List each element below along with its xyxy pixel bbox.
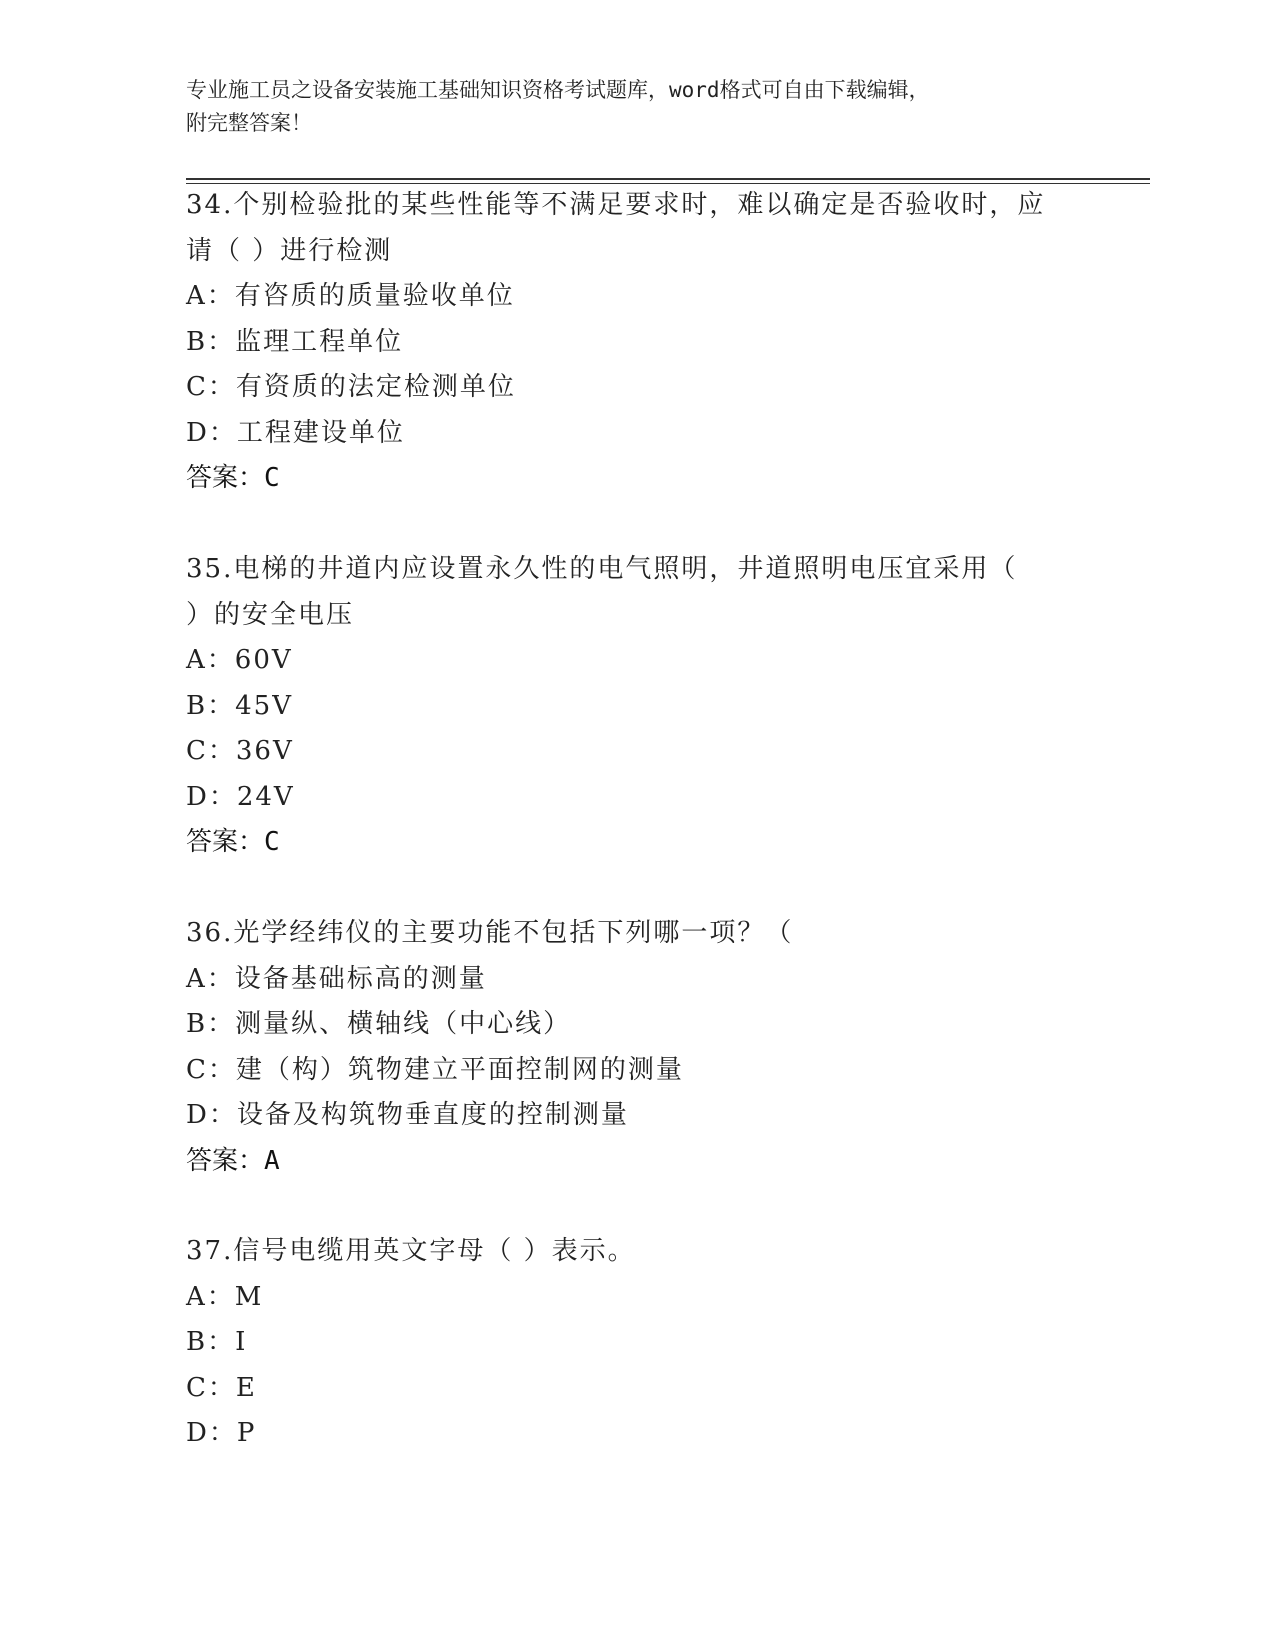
document-header [186, 74, 1086, 140]
option-a: A：有咨质的质量验收单位 [186, 281, 515, 311]
question-34 [186, 183, 1086, 502]
header-line-2: 附完整答案！ [186, 111, 312, 135]
answer-label: 答案： [186, 1145, 265, 1176]
option-b: B：测量纵、横轴线（中心线） [186, 1009, 572, 1039]
question-35 [186, 547, 1086, 866]
question-36 [186, 911, 1086, 1184]
question-stem-line: 35.电梯的井道内应设置永久性的电气照明，井道照明电压宜采用（ [186, 554, 1018, 584]
option-b: B：I [186, 1327, 248, 1357]
question-stem-line: 34.个别检验批的某些性能等不满足要求时，难以确定是否验收时，应 [186, 190, 1046, 220]
option-c: C：有资质的法定检测单位 [186, 372, 516, 402]
option-d: D：设备及构筑物垂直度的控制测量 [186, 1100, 629, 1130]
option-a: A：M [186, 1281, 264, 1312]
answer-line [186, 456, 1086, 502]
option-b: B：监理工程单位 [186, 326, 404, 357]
answer-key: C [264, 463, 280, 493]
question-stem-line: 请（ ）进行检测 [186, 235, 393, 266]
option-c: C：E [186, 1372, 257, 1403]
header-divider-thick [186, 178, 1150, 180]
answer-line [186, 1139, 1086, 1185]
question-37 [186, 1229, 1086, 1457]
question-stem-line: 36.光学经纬仪的主要功能不包括下列哪一项？（ [186, 918, 794, 948]
answer-label: 答案： [186, 827, 265, 857]
option-c: C：建（构）筑物建立平面控制网的测量 [186, 1054, 684, 1085]
header-line-1: 专业施工员之设备安装施工基础知识资格考试题库，word格式可自由下载编辑， [186, 78, 930, 102]
question-stem-line: 37.信号电缆用英文字母（ ）表示。 [186, 1236, 636, 1266]
answer-line [186, 820, 1086, 866]
question-stem-line: ）的安全电压 [186, 599, 355, 630]
answer-key: A [264, 1145, 280, 1176]
answer-key: C [264, 827, 280, 857]
option-c: C：36V [186, 736, 294, 766]
answer-label: 答案： [186, 463, 265, 493]
option-a: A：设备基础标高的测量 [186, 963, 487, 994]
option-b: B：45V [186, 690, 293, 721]
option-d: D：工程建设单位 [186, 417, 405, 448]
option-d: D：P [186, 1418, 257, 1448]
option-a: A：60V [186, 645, 293, 675]
option-d: D：24V [186, 781, 295, 812]
